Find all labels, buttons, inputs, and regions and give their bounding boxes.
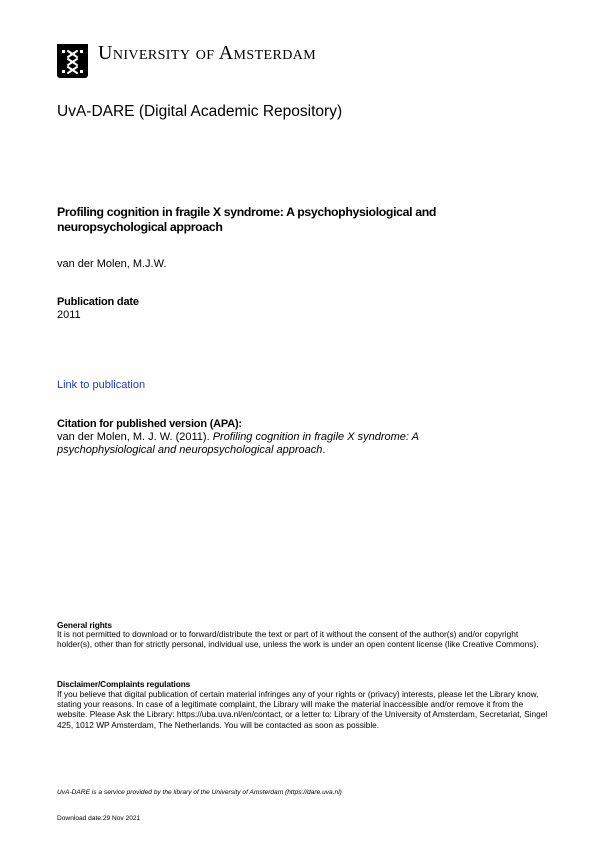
publication-date-label: Publication date: [57, 296, 139, 308]
repository-name: UvA-DARE (Digital Academic Repository): [57, 103, 343, 120]
disclaimer-text: If you believe that digital publication of certain material infringes any of your rights or (privacy) interests, please let the Library know, stating your reasons. In case of a legitimate complaint, the Library will make the material inaccessible and/or remove it from the website. Please Ask the Library: https://uba.uva.nl/en/contact, or a letter to: Library of the University of Amsterdam, Secretariat, Singel 425, 1012 WP Amsterdam, The Netherlands. You will be contacted as soon as possible.: [57, 689, 548, 730]
citation-label: Citation for published version (APA):: [57, 418, 242, 430]
publication-title: Profiling cognition in fragile X syndrome: A psychophysiological and neuropsychological approach: [57, 205, 437, 234]
citation-text: [57, 431, 487, 457]
publication-date-value: 2011: [57, 309, 81, 321]
citation-title: Profiling cognition in fragile X syndrome: A psychophysiological and neuropsychological approach: [57, 431, 419, 456]
disclaimer-label: Disclaimer/Complaints regulations: [57, 679, 191, 689]
service-note: UvA-DARE is a service provided by the library of the University of Amsterdam (https://dare.uva.nl): [57, 789, 342, 796]
link-to-publication[interactable]: Link to publication: [57, 379, 146, 391]
publication-author: van der Molen, M.J.W.: [57, 258, 167, 270]
citation-end: .: [322, 444, 326, 456]
citation-authors-year: van der Molen, M. J. W. (2011).: [57, 431, 213, 443]
general-rights-label: General rights: [57, 620, 112, 630]
general-rights-text: It is not permitted to download or to forward/distribute the text or part of it without the consent of the author(s) and/or copyright holder(s), other than for strictly personal, individual use, unless the work is under an open content license (like Creative Commons).: [57, 629, 539, 650]
university-name: University of Amsterdam: [98, 42, 317, 64]
download-date: Download date:29 Nov 2021: [57, 815, 141, 822]
uva-crest-icon: [57, 44, 88, 78]
